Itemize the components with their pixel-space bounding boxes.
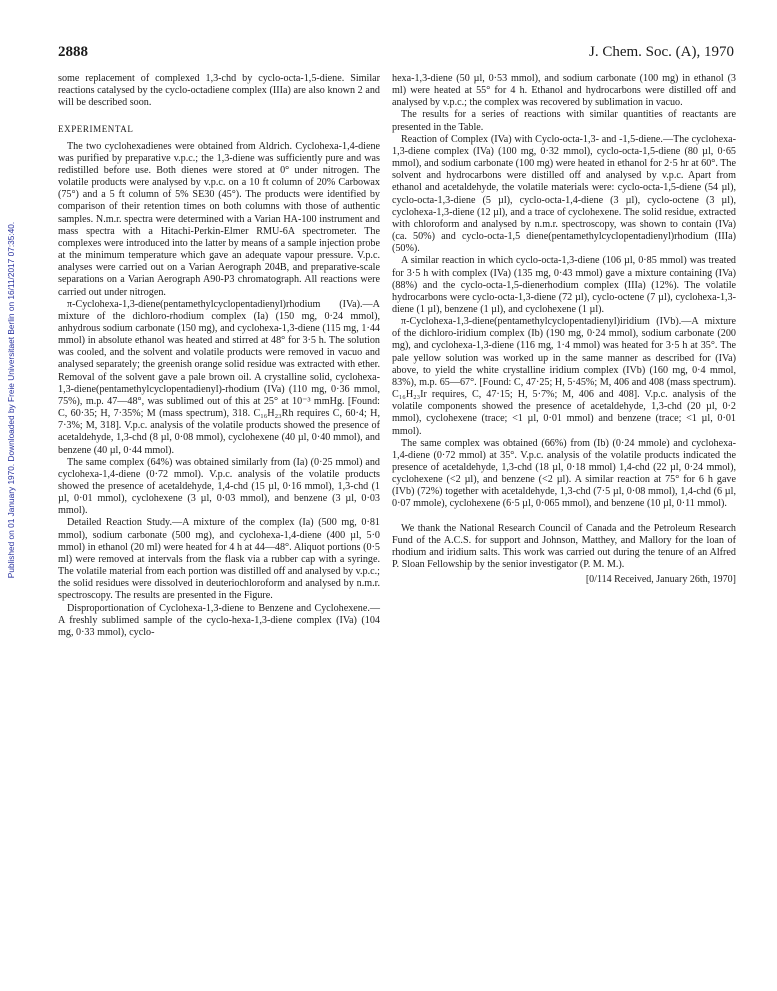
paragraph-iridium-same-complex: The same complex was obtained (66%) from (Ib) (0·24 mmole) and cyclohexa-1,4-diene (0·72 mmol) at 35°. V.p.c. analysis of the volatile products indicated the presence of acetaldehyde, 1,3-chd (18 µl, 0·18 mmol) 1,4-chd (22 µl, 0·24 mmol), cyclohexene (<2 µl), and benzene (<2 µl). A similar reaction at 75° for 6 h gave (IVb) (72%) together with acetaldehyde, 1,3-chd (7·5 µl, 0·08 mmol), 1,4-chd (6 µl, 0·07 mmole), cyclohexene (6·5 µl, 0·065 mmol), and benzene (10 µl, 0·11 mmol). bbox=[392, 437, 736, 510]
intro-paragraph: some replacement of complexed 1,3-chd by cyclo-octa-1,5-diene. Similar reactions catalysed by the cyclo-octadiene complex (IIIa) are also known 2 and will be described soon. bbox=[58, 73, 380, 109]
page-header bbox=[58, 44, 734, 66]
paragraph-table-results: The results for a series of reactions with similar quantities of reactants are presented in the Table. bbox=[392, 109, 736, 133]
paragraph-iridium-complex: π-Cyclohexa-1,3-diene(pentamethylcyclopentadienyl)iridium (IVb).—A mixture of the dichloro-iridium complex (Ib) (190 mg, 0·24 mmol), sodium carbonate (200 mg), and cyclohexa-1,3-diene (116 mg, 1·4 mmol) was heated for 3·5 h at 35°. The pale yellow solution was worked up in the same manner as described for (IVa) above, to yield the white crystalline iridium complex (IVb) (160 mg, 0·4 mmol, 83%), m.p. 65—67°. [Found: C, 47·25; H, 5·45%; M, 406 and 408 (mass spectrum). C₁₆H₂₃Ir requires, C, 47·15; H, 5·7%; M, 406 and 408]. V.p.c. analysis of the volatile components showed the presence of acetaldehyde, 1,3-chd (20 µl, 0·2 mmol), cyclohexene (trace; <1 µl, 0·01 mmol) and benzene (trace; <1 µl, 0·01 mmol). bbox=[392, 316, 736, 437]
paragraph-rhodium-complex: π-Cyclohexa-1,3-diene(pentamethylcyclopentadienyl)rhodium (IVa).—A mixture of the dichloro-rhodium complex (Ia) (150 mg, 0·24 mmol), anhydrous sodium carbonate (150 mg), and cyclohexa-1,3-diene (115 mg, 1·44 mmol) in absolute ethanol was heated and stirred at 48° for 3·5 h. The solution was cooled, and the solvent and volatile products were removed in vacuo and analysed separately; the greenish orange solid residue was extracted with ether. Removal of the solvent gave a pale brown oil. A crystalline solid, cyclohexa-1,3-diene(pentamethylcyclopentadienyl)-rhodium (IVa) (110 mg, 0·36 mmol, 75%), m.p. 47—48°, was sublimed out of this at 25° at 10⁻³ mmHg. [Found: C, 60·35; H, 7·35%; M (mass spectrum), 318. C₁₆H₂₃Rh requires C, 60·4; H, 7·3%; M, 318]. V.p.c. analysis of the volatile products showed the presence of acetaldehyde, 1,3-chd (8 µl, 0·08 mmol), cyclohexene (40 µl, 0·40 mmol), and benzene (40 µl, 0·44 mmol). bbox=[58, 298, 380, 456]
journal-citation: J. Chem. Soc. (A), 1970 bbox=[589, 44, 734, 60]
download-watermark-text: Published on 01 January 1970. Downloaded by Freie Universitaet Berlin on 16/11/2017 07:35:40. bbox=[6, 221, 16, 579]
received-date: [0/114 Received, January 26th, 1970] bbox=[585, 574, 736, 586]
left-column bbox=[58, 73, 380, 639]
section-heading-experimental: EXPERIMENTAL bbox=[58, 124, 134, 135]
paragraph-same-complex: The same complex (64%) was obtained similarly from (Ia) (0·25 mmol) and cyclohexa-1,4-diene (0·72 mmol). V.p.c. analysis of the volatile products showed the presence of acetaldehyde, 1,4-chd (15 µl, 0·16 mmol), 1,3-chd (1 µl, 0·01 mmol), cyclohexene (3 µl, 0·03 mmol), and benzene (3 µl, 0·03 mmol). bbox=[58, 456, 380, 517]
paragraph-continuation: hexa-1,3-diene (50 µl, 0·53 mmol), and sodium carbonate (100 mg) in ethanol (3 ml) were heated at 55° for 4 h. Ethanol and hydrocarbons were distilled off and analysed by v.p.c.; the complex was recovered by sublimation in vacuo. bbox=[392, 73, 736, 109]
paragraph-materials: The two cyclohexadienes were obtained from Aldrich. Cyclohexa-1,4-diene was purified by preparative v.p.c.; the 1,3-diene was sufficiently pure and was redistilled before use. Both dienes were stored at 0° under nitrogen. The volatile products were analysed by v.p.c. on a 10 ft column of 20% Carbowax (75°) and a 5 ft column of 5% SE30 (45°). The products were identified by comparison of their retention times on both columns with those of authentic samples. N.m.r. spectra were determined with a Varian HA-100 instrument and mass spectra with a Hitachi-Perkin-Elmer RMU-6A spectrometer. The complexes were introduced into the latter by means of a sample injection probe at the minimum temperature which gave an adequate vapour pressure. V.p.c. analyses were carried out on a Varian Aerograph 204B, and preparative-scale separations on a Varian Aerograph A90-P3 chromatograph. All reactions were carried out under nitrogen. bbox=[58, 140, 380, 298]
right-column bbox=[392, 73, 736, 586]
paragraph-similar-reaction: A similar reaction in which cyclo-octa-1,3-diene (106 µl, 0·85 mmol) was treated for 3·5 h with complex (IVa) (135 mg, 0·43 mmol) gave a mixture containing (IVa) (88%) and the cyclo-octa-1,5-dienerhodium complex (IIIa) (12%). The volatile hydrocarbons were cyclo-octa-1,3-diene (72 µl), cyclo-octene (7 µl), cyclohexa-1,3-diene (1 µl), benzene (1 µl), and cyclohexene (1 µl). bbox=[392, 255, 736, 315]
paragraph-disproportionation: Disproportionation of Cyclohexa-1,3-diene to Benzene and Cyclohexene.—A freshly sublimed sample of the cyclo-hexa-1,3-diene complex (IVa) (104 mg, 0·33 mmol), cyclo- bbox=[58, 602, 380, 638]
paragraph-cyclo-octadiene-reaction: Reaction of Complex (IVa) with Cyclo-octa-1,3- and -1,5-diene.—The cyclohexa-1,3-diene complex (IVa) (100 mg, 0·32 mmol), cyclo-octa-1,5-diene (80 µl, 0·65 mmol), and sodium carbonate (100 mg) were heated in ethanol for 2·5 hr at 60°. The solvent and hydrocarbons were distilled off and analysed by v.p.c. Apart from ethanol and acetaldehyde, the volatile materials were: cyclo-octa-1,5-diene (54 µl), cyclo-octa-1,3-diene (5 µl), cyclo-octa-1,4-diene (3 µl), cyclo-octene (3 µl), cyclohexa-1,3-diene (12 µl), and a trace of cyclohexene. The solid residue, extracted with chloroform and analysed by n.m.r. spectroscopy, was shown to contain (IVa) (ca. 50%) and cyclo-octa-1,5 diene(pentamethylcyclopentadienyl)rhodium (IIIa) (50%). bbox=[392, 133, 736, 255]
acknowledgement-paragraph: We thank the National Research Council of Canada and the Petroleum Research Fund of the A.C.S. for support and Johnson, Matthey, and Mallory for the loan of rhodium and iridium salts. This work was carried out during the tenure of an Alfred P. Sloan Fellowship by the senior investigator (P. M. M.). bbox=[392, 522, 736, 571]
download-watermark bbox=[4, 180, 18, 620]
page-number: 2888 bbox=[58, 44, 88, 60]
paragraph-detailed-study: Detailed Reaction Study.—A mixture of the complex (Ia) (500 mg, 0·81 mmol), sodium carbonate (500 mg), and cyclohexa-1,4-diene (400 µl, 5·0 mmol) in ethanol (20 ml) were heated for 4 h at 44—48°. Aliquot portions (0·5 ml) were removed at intervals from the flask via a rubber cap with a syringe. The volatile material from each portion was distilled off and analysed by v.p.c.; the solid residues were dissolved in deuteriochloroform and analysed by n.m.r. spectroscopy. The results are presented in the Figure. bbox=[58, 517, 380, 602]
